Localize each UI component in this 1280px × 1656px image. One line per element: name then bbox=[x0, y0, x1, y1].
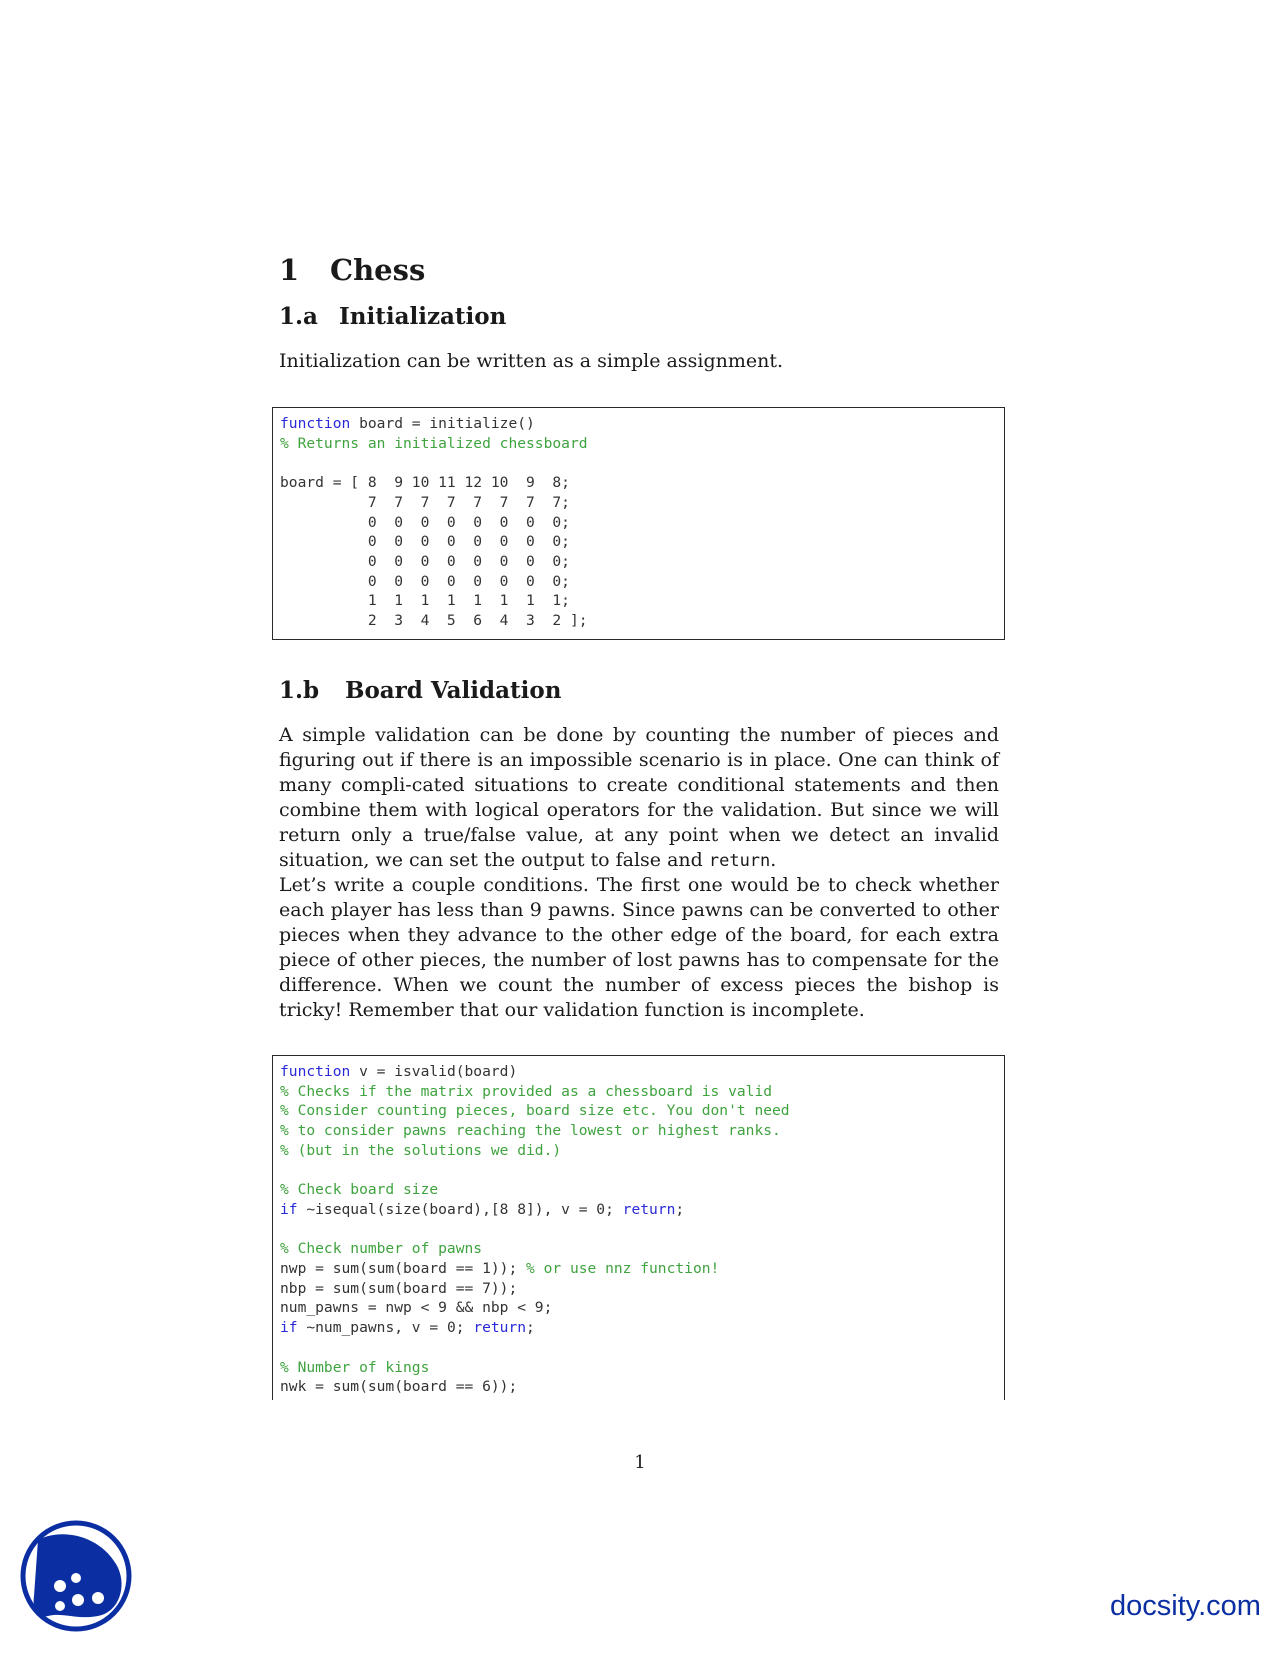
code-line: 1 1 1 1 1 1 1 1; bbox=[280, 592, 570, 610]
code-keyword: function bbox=[280, 415, 351, 432]
section-heading bbox=[279, 253, 425, 287]
code-keyword: if bbox=[280, 1319, 298, 1337]
code-line: 7 7 7 7 7 7 7 7; bbox=[280, 493, 570, 511]
code-line: 2 3 4 5 6 4 3 2 ]; bbox=[280, 612, 588, 630]
page-number: 1 bbox=[634, 1452, 646, 1473]
code-comment: % Consider counting pieces, board size etc. You don't need bbox=[280, 1102, 790, 1120]
code-keyword: if bbox=[280, 1200, 298, 1218]
subsection-a-title: Initialization bbox=[339, 303, 507, 330]
code-line: ~num_pawns, v = 0; bbox=[297, 1319, 474, 1337]
code-line: ; bbox=[675, 1200, 685, 1218]
code-comment: % or use nnz function! bbox=[526, 1260, 720, 1278]
subsection-heading-b bbox=[279, 677, 561, 704]
code-line: ~isequal(size(board),[8 8]), v = 0; bbox=[297, 1200, 623, 1218]
code-comment: % Returns an initialized chessboard bbox=[280, 434, 588, 452]
code-comment: % Checks if the matrix provided as a chessboard is valid bbox=[280, 1082, 773, 1100]
code-keyword: function bbox=[280, 1063, 351, 1080]
code-comment: % Check board size bbox=[280, 1181, 439, 1199]
code-line: board = initialize() bbox=[350, 415, 535, 432]
code-line: 0 0 0 0 0 0 0 0; bbox=[280, 552, 570, 570]
paragraph-validation-1 bbox=[279, 723, 999, 874]
code-initialize bbox=[280, 414, 997, 631]
code-comment: % Check number of pawns bbox=[280, 1240, 483, 1258]
docsity-brand-link[interactable]: docsity.com bbox=[1110, 1590, 1261, 1622]
paragraph-text: . bbox=[770, 849, 777, 871]
code-line: nwk = sum(sum(board == 6)); bbox=[280, 1378, 518, 1396]
subsection-a-number: 1.a bbox=[279, 303, 318, 330]
paragraph-text: A simple validation can be done by counting the number of pieces and figuring out if there is an impossible scenario is in place. One can think of many compli-cated situations to create conditional statements and then combine them with logical operators for the validation. But since we will return only a true/false value, at any point when we detect an invalid situation, we can set the output to false and bbox=[279, 724, 999, 871]
code-line: ; bbox=[526, 1319, 535, 1337]
code-block-initialize bbox=[272, 407, 1005, 640]
code-block-isvalid bbox=[272, 1055, 1005, 1400]
paragraph-initialization: Initialization can be written as a simple assignment. bbox=[279, 350, 784, 372]
code-comment: % (but in the solutions we did.) bbox=[280, 1141, 562, 1159]
subsection-heading-a bbox=[279, 303, 506, 330]
code-isvalid bbox=[280, 1062, 997, 1397]
paragraph-validation-2: Let’s write a couple conditions. The first one would be to check whether each player has less than 9 pawns. Since pawns can be converted to other pieces when they advance to the other edge of the board, for each extra piece of other pieces, the number of lost pawns has to compensate for the difference. When we count the number of excess pieces the bishop is tricky! Remember that our validation function is incomplete. bbox=[279, 874, 999, 1021]
subsection-b-number: 1.b bbox=[279, 677, 320, 704]
subsection-b-title: Board Validation bbox=[345, 677, 562, 704]
section-title: Chess bbox=[330, 253, 426, 287]
code-line: 0 0 0 0 0 0 0 0; bbox=[280, 572, 570, 590]
code-comment: % Number of kings bbox=[280, 1358, 430, 1376]
code-keyword: return bbox=[473, 1319, 527, 1337]
section-number: 1 bbox=[279, 253, 300, 287]
docsity-logo-icon[interactable] bbox=[20, 1520, 132, 1632]
code-line: num_pawns = nwp < 9 && nbp < 9; bbox=[280, 1299, 553, 1317]
code-line: board = [ 8 9 10 11 12 10 9 8; bbox=[280, 474, 570, 492]
inline-code-return: return bbox=[708, 851, 771, 871]
code-keyword: return bbox=[622, 1200, 676, 1218]
code-line: nbp = sum(sum(board == 7)); bbox=[280, 1279, 518, 1297]
code-line: 0 0 0 0 0 0 0 0; bbox=[280, 513, 570, 531]
code-comment: % to consider pawns reaching the lowest or highest ranks. bbox=[280, 1122, 781, 1140]
code-line: nwp = sum(sum(board == 1)); bbox=[280, 1260, 527, 1278]
code-line: 0 0 0 0 0 0 0 0; bbox=[280, 533, 570, 551]
code-line: v = isvalid(board) bbox=[350, 1063, 518, 1080]
